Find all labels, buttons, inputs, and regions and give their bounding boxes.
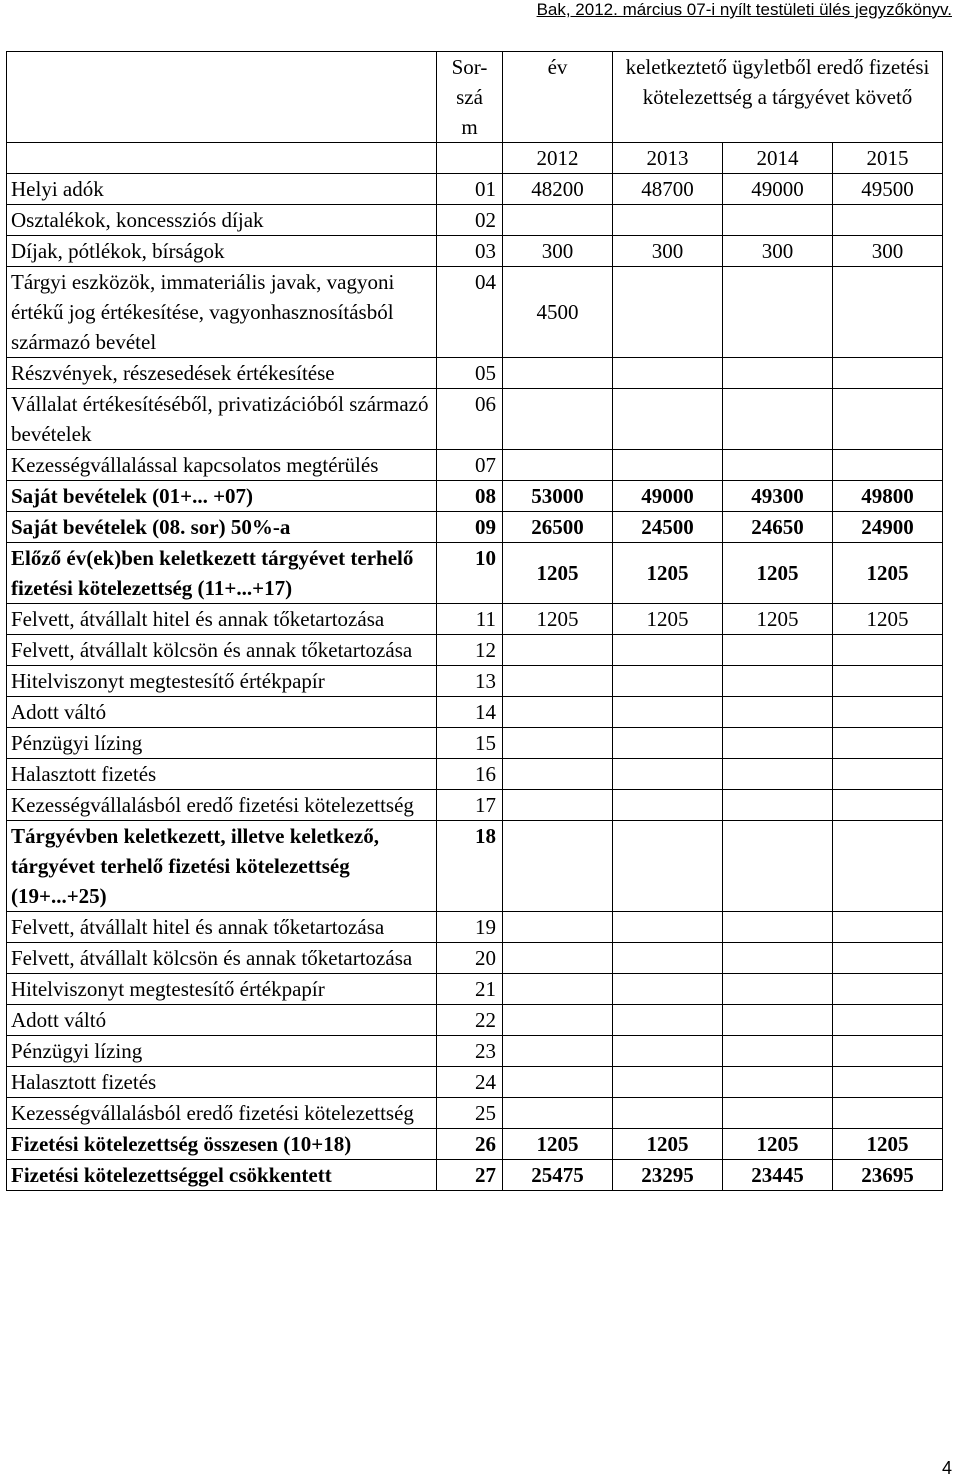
value-cell <box>503 697 613 728</box>
table-row <box>7 1036 943 1067</box>
value-cell: 48200 <box>503 174 613 205</box>
value-cell <box>723 1005 833 1036</box>
row-label: Előző év(ek)ben keletkezett tárgyévet terhelő fizetési kötelezettség (11+...+17) <box>7 543 437 604</box>
value-cell: 300 <box>503 236 613 267</box>
value-cell: 1205 <box>613 543 723 604</box>
table-row <box>7 604 943 635</box>
row-label: Vállalat értékesítéséből, privatizációból származó bevételek <box>7 389 437 450</box>
value-cell: 1205 <box>503 1129 613 1160</box>
row-code: 07 <box>437 450 503 481</box>
value-cell: 26500 <box>503 512 613 543</box>
table-row <box>7 450 943 481</box>
table-row <box>7 821 943 912</box>
row-label: Felvett, átvállalt hitel és annak tőketartozása <box>7 912 437 943</box>
value-cell <box>833 790 943 821</box>
table-row <box>7 912 943 943</box>
value-cell: 300 <box>723 236 833 267</box>
value-cell <box>833 205 943 236</box>
row-code: 22 <box>437 1005 503 1036</box>
value-cell <box>503 358 613 389</box>
year-cell: 2015 <box>833 143 943 174</box>
value-cell <box>833 389 943 450</box>
row-label: Pénzügyi lízing <box>7 728 437 759</box>
row-label: Kezességvállalásból eredő fizetési kötelezettség <box>7 790 437 821</box>
value-cell: 1205 <box>833 543 943 604</box>
value-cell <box>833 974 943 1005</box>
value-cell <box>503 974 613 1005</box>
value-cell <box>833 666 943 697</box>
value-cell <box>723 389 833 450</box>
value-cell <box>833 267 943 358</box>
value-cell <box>833 1036 943 1067</box>
value-cell <box>833 759 943 790</box>
row-code: 18 <box>437 821 503 912</box>
row-code: 08 <box>437 481 503 512</box>
row-label: Adott váltó <box>7 697 437 728</box>
value-cell <box>613 974 723 1005</box>
row-label: Tárgyévben keletkezett, illetve keletkező, tárgyévet terhelő fizetési kötelezettség (19+...+25) <box>7 821 437 912</box>
row-code: 20 <box>437 943 503 974</box>
table-header-row <box>7 52 943 143</box>
value-cell <box>833 1067 943 1098</box>
value-cell <box>503 728 613 759</box>
value-cell <box>833 1005 943 1036</box>
row-code: 12 <box>437 635 503 666</box>
value-cell <box>503 1067 613 1098</box>
year-cell: 2014 <box>723 143 833 174</box>
row-label: Díjak, pótlékok, bírságok <box>7 236 437 267</box>
table-row <box>7 481 943 512</box>
value-cell <box>503 912 613 943</box>
value-cell <box>613 358 723 389</box>
row-code: 01 <box>437 174 503 205</box>
table-row <box>7 728 943 759</box>
value-cell <box>613 697 723 728</box>
value-cell: 1205 <box>723 1129 833 1160</box>
value-cell <box>503 450 613 481</box>
value-cell <box>833 697 943 728</box>
value-cell: 1205 <box>833 1129 943 1160</box>
value-cell <box>723 1036 833 1067</box>
row-code: 14 <box>437 697 503 728</box>
row-code: 06 <box>437 389 503 450</box>
table-row <box>7 1005 943 1036</box>
value-cell <box>613 1067 723 1098</box>
value-cell <box>833 358 943 389</box>
value-cell: 23295 <box>613 1160 723 1191</box>
table-row <box>7 236 943 267</box>
table-row <box>7 543 943 604</box>
table-row <box>7 1067 943 1098</box>
value-cell: 49500 <box>833 174 943 205</box>
years-row <box>7 143 943 174</box>
value-cell <box>613 728 723 759</box>
row-label: Fizetési kötelezettséggel csökkentett <box>7 1160 437 1191</box>
value-cell: 24650 <box>723 512 833 543</box>
value-cell: 49000 <box>723 174 833 205</box>
value-cell: 25475 <box>503 1160 613 1191</box>
table-row <box>7 205 943 236</box>
value-cell: 1205 <box>503 604 613 635</box>
value-cell: 49300 <box>723 481 833 512</box>
row-code: 17 <box>437 790 503 821</box>
year-cell: 2013 <box>613 143 723 174</box>
row-code: 05 <box>437 358 503 389</box>
table-row <box>7 635 943 666</box>
row-code: 11 <box>437 604 503 635</box>
value-cell <box>503 389 613 450</box>
row-label: Fizetési kötelezettség összesen (10+18) <box>7 1129 437 1160</box>
value-cell: 24500 <box>613 512 723 543</box>
value-cell <box>723 759 833 790</box>
page-number: 4 <box>941 1458 952 1478</box>
row-label: Saját bevételek (08. sor) 50%-a <box>7 512 437 543</box>
row-code: 26 <box>437 1129 503 1160</box>
value-cell <box>613 267 723 358</box>
row-label: Részvények, részesedések értékesítése <box>7 358 437 389</box>
row-label: Felvett, átvállalt kölcsön és annak tőketartozása <box>7 943 437 974</box>
table-row <box>7 790 943 821</box>
value-cell <box>613 943 723 974</box>
row-code: 15 <box>437 728 503 759</box>
value-cell <box>833 821 943 912</box>
table-row <box>7 974 943 1005</box>
value-cell <box>833 943 943 974</box>
value-cell: 53000 <box>503 481 613 512</box>
row-label: Osztalékok, koncessziós díjak <box>7 205 437 236</box>
value-cell: 1205 <box>723 604 833 635</box>
table-row <box>7 389 943 450</box>
value-cell <box>613 450 723 481</box>
header-blank-cell <box>7 52 437 143</box>
table-row <box>7 666 943 697</box>
value-cell <box>503 635 613 666</box>
value-cell <box>833 1098 943 1129</box>
value-cell: 1205 <box>613 604 723 635</box>
row-code: 02 <box>437 205 503 236</box>
value-cell <box>613 912 723 943</box>
value-cell <box>503 1098 613 1129</box>
value-cell: 24900 <box>833 512 943 543</box>
value-cell <box>503 759 613 790</box>
row-code: 16 <box>437 759 503 790</box>
row-label: Hitelviszonyt megtestesítő értékpapír <box>7 666 437 697</box>
value-cell <box>723 697 833 728</box>
value-cell <box>723 1098 833 1129</box>
row-code: 27 <box>437 1160 503 1191</box>
value-cell <box>503 205 613 236</box>
value-cell <box>503 1036 613 1067</box>
value-cell <box>613 759 723 790</box>
value-cell <box>723 821 833 912</box>
row-code: 10 <box>437 543 503 604</box>
value-cell <box>723 912 833 943</box>
value-cell: 23695 <box>833 1160 943 1191</box>
table-row <box>7 512 943 543</box>
row-label: Hitelviszonyt megtestesítő értékpapír <box>7 974 437 1005</box>
row-label: Kezességvállalásból eredő fizetési kötelezettség <box>7 1098 437 1129</box>
row-label: Saját bevételek (01+... +07) <box>7 481 437 512</box>
years-blank-code <box>437 143 503 174</box>
years-blank-cell <box>7 143 437 174</box>
value-cell: 1205 <box>613 1129 723 1160</box>
table-row <box>7 1129 943 1160</box>
value-cell <box>613 389 723 450</box>
value-cell <box>613 635 723 666</box>
row-label: Pénzügyi lízing <box>7 1036 437 1067</box>
value-cell <box>723 635 833 666</box>
row-label: Kezességvállalással kapcsolatos megtérülés <box>7 450 437 481</box>
row-code: 23 <box>437 1036 503 1067</box>
value-cell <box>613 821 723 912</box>
value-cell <box>613 1005 723 1036</box>
value-cell <box>723 666 833 697</box>
row-label: Halasztott fizetés <box>7 1067 437 1098</box>
row-label: Halasztott fizetés <box>7 759 437 790</box>
table-row <box>7 358 943 389</box>
row-code: 13 <box>437 666 503 697</box>
value-cell <box>723 790 833 821</box>
value-cell: 1205 <box>833 604 943 635</box>
row-code: 04 <box>437 267 503 358</box>
value-cell: 48700 <box>613 174 723 205</box>
value-cell <box>833 450 943 481</box>
table-row <box>7 1160 943 1191</box>
value-cell <box>723 728 833 759</box>
debt-capacity-table <box>6 51 943 1191</box>
year-cell: 2012 <box>503 143 613 174</box>
value-cell <box>503 666 613 697</box>
value-cell <box>503 943 613 974</box>
page-header: Bak, 2012. március 07-i nyílt testületi ülés jegyzőkönyv. <box>536 0 952 19</box>
value-cell <box>503 790 613 821</box>
table-row <box>7 174 943 205</box>
value-cell: 300 <box>613 236 723 267</box>
row-label: Tárgyi eszközök, immateriális javak, vagyoni értékű jog értékesítése, vagyonhasznosításból származó bevétel <box>7 267 437 358</box>
header-desc: keletkeztető ügyletből eredő fizetési kötelezettség a tárgyévet követő <box>613 52 943 143</box>
value-cell: 4500 <box>503 267 613 358</box>
row-label: Felvett, átvállalt hitel és annak tőketartozása <box>7 604 437 635</box>
value-cell <box>613 1036 723 1067</box>
value-cell: 1205 <box>503 543 613 604</box>
value-cell <box>723 358 833 389</box>
header-sorszam: Sor- szá m <box>437 52 503 143</box>
value-cell <box>613 1098 723 1129</box>
row-label: Felvett, átvállalt kölcsön és annak tőketartozása <box>7 635 437 666</box>
row-code: 19 <box>437 912 503 943</box>
value-cell <box>833 728 943 759</box>
table-row <box>7 697 943 728</box>
value-cell <box>503 821 613 912</box>
value-cell <box>613 205 723 236</box>
row-code: 21 <box>437 974 503 1005</box>
table-row <box>7 759 943 790</box>
value-cell <box>723 974 833 1005</box>
table-row <box>7 943 943 974</box>
value-cell: 300 <box>833 236 943 267</box>
value-cell: 1205 <box>723 543 833 604</box>
row-label: Adott váltó <box>7 1005 437 1036</box>
value-cell: 23445 <box>723 1160 833 1191</box>
value-cell: 49800 <box>833 481 943 512</box>
value-cell <box>723 943 833 974</box>
value-cell: 49000 <box>613 481 723 512</box>
value-cell <box>613 790 723 821</box>
value-cell <box>833 912 943 943</box>
header-ev: év <box>503 52 613 143</box>
row-code: 09 <box>437 512 503 543</box>
value-cell <box>503 1005 613 1036</box>
row-label: Helyi adók <box>7 174 437 205</box>
row-code: 03 <box>437 236 503 267</box>
table-row <box>7 267 943 358</box>
value-cell <box>723 1067 833 1098</box>
value-cell <box>723 450 833 481</box>
value-cell <box>613 666 723 697</box>
row-code: 24 <box>437 1067 503 1098</box>
value-cell <box>833 635 943 666</box>
value-cell <box>723 205 833 236</box>
value-cell <box>723 267 833 358</box>
table-row <box>7 1098 943 1129</box>
row-code: 25 <box>437 1098 503 1129</box>
